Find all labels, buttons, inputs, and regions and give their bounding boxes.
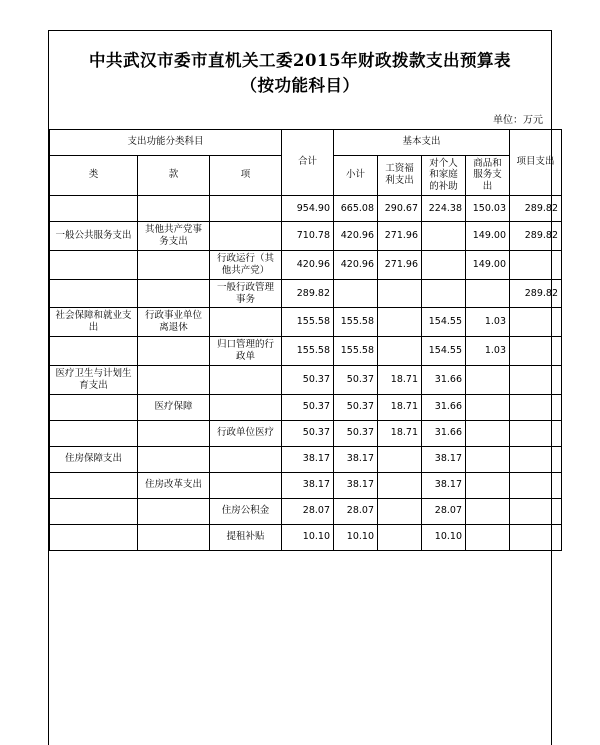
cell-section: 医疗保障 (138, 394, 210, 420)
cell-category (50, 472, 138, 498)
cell-total: 420.96 (282, 250, 334, 279)
cell-project (510, 420, 562, 446)
cell-project: 289.82 (510, 222, 562, 251)
cell-salary (378, 472, 422, 498)
cell-section (138, 524, 210, 550)
cell-total: 954.90 (282, 196, 334, 222)
cell-salary: 271.96 (378, 222, 422, 251)
document-frame (48, 30, 559, 745)
cell-item (210, 196, 282, 222)
cell-item (210, 222, 282, 251)
cell-section (138, 337, 210, 366)
cell-salary: 18.71 (378, 420, 422, 446)
header-project-expenditure: 项目支出 (510, 129, 562, 196)
table-row (50, 365, 562, 394)
cell-goods (466, 446, 510, 472)
table-row (50, 337, 562, 366)
table-row (50, 308, 562, 337)
cell-project (510, 365, 562, 394)
cell-subtotal: 50.37 (334, 365, 378, 394)
cell-subsidy (422, 222, 466, 251)
cell-subsidy (422, 279, 466, 308)
cell-total: 50.37 (282, 394, 334, 420)
cell-project: 289.82 (510, 279, 562, 308)
cell-goods (466, 420, 510, 446)
cell-category (50, 196, 138, 222)
table-header-group-row (50, 129, 562, 155)
cell-subtotal: 420.96 (334, 222, 378, 251)
cell-goods (466, 472, 510, 498)
cell-category: 住房保障支出 (50, 446, 138, 472)
cell-subsidy: 31.66 (422, 365, 466, 394)
cell-section (138, 365, 210, 394)
cell-goods (466, 279, 510, 308)
cell-salary: 18.71 (378, 394, 422, 420)
cell-subtotal (334, 279, 378, 308)
cell-subtotal: 155.58 (334, 337, 378, 366)
header-goods-services: 商品和服务支出 (466, 155, 510, 196)
table-row (50, 222, 562, 251)
cell-total: 38.17 (282, 472, 334, 498)
table-row (50, 472, 562, 498)
header-basic-expenditure: 基本支出 (334, 129, 510, 155)
title-block (49, 31, 551, 105)
cell-project (510, 446, 562, 472)
cell-project (510, 250, 562, 279)
cell-project: 289.82 (510, 196, 562, 222)
cell-subsidy: 224.38 (422, 196, 466, 222)
header-salary-welfare: 工资福利支出 (378, 155, 422, 196)
table-row (50, 394, 562, 420)
cell-salary (378, 279, 422, 308)
cell-category (50, 394, 138, 420)
cell-subtotal: 665.08 (334, 196, 378, 222)
table-row (50, 196, 562, 222)
cell-category (50, 279, 138, 308)
cell-project (510, 394, 562, 420)
cell-project (510, 524, 562, 550)
cell-total: 10.10 (282, 524, 334, 550)
cell-subsidy: 31.66 (422, 420, 466, 446)
cell-goods: 150.03 (466, 196, 510, 222)
cell-section (138, 446, 210, 472)
cell-goods (466, 365, 510, 394)
cell-subtotal: 155.58 (334, 308, 378, 337)
cell-item (210, 394, 282, 420)
cell-salary (378, 308, 422, 337)
cell-item: 行政单位医疗 (210, 420, 282, 446)
cell-item (210, 446, 282, 472)
cell-section: 住房改革支出 (138, 472, 210, 498)
table-row (50, 420, 562, 446)
header-total: 合计 (282, 129, 334, 196)
header-item: 项 (210, 155, 282, 196)
cell-total: 289.82 (282, 279, 334, 308)
cell-project (510, 308, 562, 337)
cell-item: 归口管理的行政单 (210, 337, 282, 366)
cell-total: 710.78 (282, 222, 334, 251)
header-subtotal: 小计 (334, 155, 378, 196)
cell-goods: 1.03 (466, 308, 510, 337)
cell-item: 提租补贴 (210, 524, 282, 550)
cell-goods: 149.00 (466, 250, 510, 279)
cell-salary: 290.67 (378, 196, 422, 222)
cell-section (138, 279, 210, 308)
cell-subtotal: 10.10 (334, 524, 378, 550)
cell-category: 一般公共服务支出 (50, 222, 138, 251)
cell-subsidy: 31.66 (422, 394, 466, 420)
header-personal-family-subsidy: 对个人和家庭的补助 (422, 155, 466, 196)
cell-subtotal: 50.37 (334, 394, 378, 420)
cell-subtotal: 38.17 (334, 446, 378, 472)
cell-section (138, 196, 210, 222)
cell-item (210, 365, 282, 394)
cell-category (50, 420, 138, 446)
cell-category (50, 250, 138, 279)
cell-category (50, 498, 138, 524)
page-title-line-2: （按功能科目） (240, 75, 360, 95)
cell-project (510, 498, 562, 524)
budget-table (49, 129, 562, 551)
cell-category: 社会保障和就业支出 (50, 308, 138, 337)
cell-total: 28.07 (282, 498, 334, 524)
cell-item: 行政运行（其他共产党） (210, 250, 282, 279)
cell-total: 50.37 (282, 420, 334, 446)
cell-salary (378, 524, 422, 550)
cell-subsidy (422, 250, 466, 279)
header-section: 款 (138, 155, 210, 196)
unit-note: 单位：万元 (493, 114, 543, 126)
cell-salary: 18.71 (378, 365, 422, 394)
cell-section (138, 498, 210, 524)
cell-subsidy: 38.17 (422, 472, 466, 498)
cell-total: 155.58 (282, 337, 334, 366)
cell-goods (466, 524, 510, 550)
cell-salary (378, 337, 422, 366)
cell-section (138, 420, 210, 446)
cell-subtotal: 50.37 (334, 420, 378, 446)
cell-total: 155.58 (282, 308, 334, 337)
cell-salary: 271.96 (378, 250, 422, 279)
cell-subsidy: 38.17 (422, 446, 466, 472)
page-title-line-1: 中共武汉市委市直机关工委2015年财政拨款支出预算表 (89, 51, 511, 70)
table-row (50, 446, 562, 472)
header-category: 类 (50, 155, 138, 196)
cell-total: 38.17 (282, 446, 334, 472)
cell-goods: 1.03 (466, 337, 510, 366)
cell-item (210, 472, 282, 498)
cell-subsidy: 10.10 (422, 524, 466, 550)
cell-subtotal: 420.96 (334, 250, 378, 279)
cell-project (510, 472, 562, 498)
cell-subsidy: 154.55 (422, 337, 466, 366)
table-row (50, 524, 562, 550)
cell-category: 医疗卫生与计划生育支出 (50, 365, 138, 394)
cell-salary (378, 446, 422, 472)
table-body (50, 196, 562, 551)
cell-item: 住房公积金 (210, 498, 282, 524)
cell-section: 其他共产党事务支出 (138, 222, 210, 251)
table-row (50, 250, 562, 279)
header-classification: 支出功能分类科目 (50, 129, 282, 155)
cell-category (50, 337, 138, 366)
cell-salary (378, 498, 422, 524)
cell-section (138, 250, 210, 279)
cell-subtotal: 38.17 (334, 472, 378, 498)
cell-item: 一般行政管理事务 (210, 279, 282, 308)
cell-goods (466, 498, 510, 524)
cell-goods (466, 394, 510, 420)
cell-subtotal: 28.07 (334, 498, 378, 524)
table-row (50, 279, 562, 308)
cell-goods: 149.00 (466, 222, 510, 251)
cell-section: 行政事业单位离退休 (138, 308, 210, 337)
cell-category (50, 524, 138, 550)
cell-subsidy: 154.55 (422, 308, 466, 337)
cell-subsidy: 28.07 (422, 498, 466, 524)
table-row (50, 498, 562, 524)
cell-total: 50.37 (282, 365, 334, 394)
cell-item (210, 308, 282, 337)
cell-project (510, 337, 562, 366)
